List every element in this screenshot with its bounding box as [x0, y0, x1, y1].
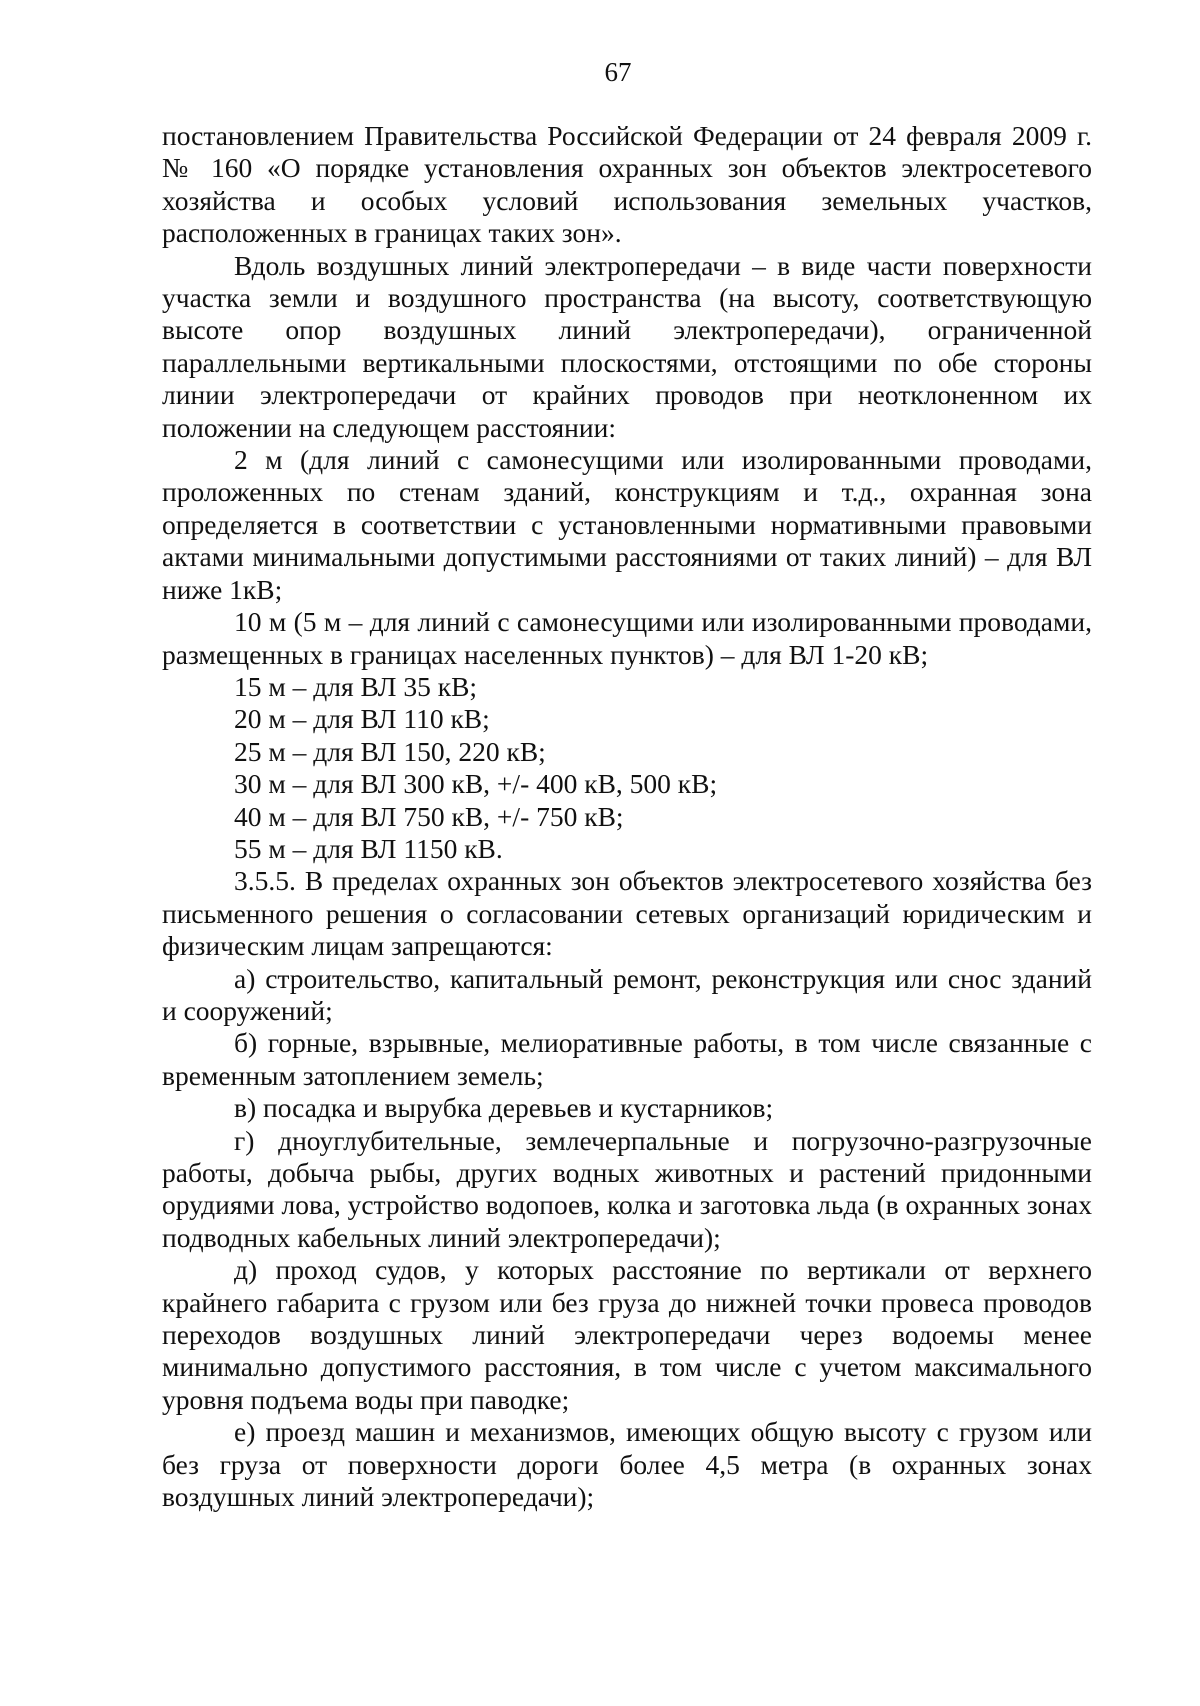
item-b: б) горные, взрывные, мелиоративные работы, в том числе связанные с временным затоплением земель;	[162, 1027, 1092, 1091]
paragraph-1: постановлением Правительства Российской Федерации от 24 февраля 2009 г. № 160 «О порядке установления охранных зон объектов электросетевого хозяйства и особых условий использования земельных участков, расположенных в границах таких зон».	[162, 120, 1092, 249]
item-a: а) строительство, капитальный ремонт, реконструкция или снос зданий и сооружений;	[162, 962, 1092, 1026]
paragraph-2: Вдоль воздушных линий электропередачи – в виде части поверхности участка земли и воздушного пространства (на высоту, соответствующую высоте опор воздушных линий электропередачи), ограниченной параллельными вертикальными плоскостями, отстоящими по обе стороны линии электропередачи от крайних проводов при неотклоненном их положении на следующем расстоянии:	[162, 249, 1092, 443]
list-item-25m: 25 м – для ВЛ 150, 220 кВ;	[234, 735, 546, 767]
item-d: д) проход судов, у которых расстояние по вертикали от верхнего крайнего габарита с грузом или без груза до нижней точки провеса проводов переходов воздушных линий электропередачи через водоемы менее минимально допустимого расстояния, в том числе с учетом максимального уровня подъема воды при паводке;	[162, 1254, 1092, 1415]
item-v: в) посадка и вырубка деревьев и кустарников;	[234, 1092, 774, 1124]
list-item-30m: 30 м – для ВЛ 300 кВ, +/- 400 кВ, 500 кВ;	[234, 768, 718, 800]
section-3-5-5: 3.5.5. В пределах охранных зон объектов электросетевого хозяйства без письменного решения о согласовании сетевых организаций юридическим и физическим лицам запрещаются:	[162, 865, 1092, 962]
paragraph-4: 10 м (5 м – для линий с самонесущими или изолированными проводами, размещенных в границах населенных пунктов) – для ВЛ 1-20 кВ;	[162, 606, 1092, 670]
list-item-15m: 15 м – для ВЛ 35 кВ;	[234, 670, 478, 702]
paragraph-3: 2 м (для линий с самонесущими или изолированными проводами, проложенных по стенам зданий, конструкциям и т.д., охранная зона определяется в соответствии с установленными нормативными правовыми актами минимальными допустимыми расстояниями от таких линий) – для ВЛ ниже 1кВ;	[162, 444, 1092, 605]
list-item-55m: 55 м – для ВЛ 1150 кВ.	[234, 832, 503, 864]
document-body	[162, 120, 1092, 1513]
page-number: 67	[604, 57, 632, 87]
item-e: е) проезд машин и механизмов, имеющих общую высоту с грузом или без груза от поверхности дороги более 4,5 метра (в охранных зонах воздушных линий электропередачи);	[162, 1416, 1092, 1513]
list-item-20m: 20 м – для ВЛ 110 кВ;	[234, 703, 490, 735]
item-g: г) дноуглубительные, землечерпальные и погрузочно-разгрузочные работы, добыча рыбы, других водных животных и растений придонными орудиями лова, устройство водопоев, колка и заготовка льда (в охранных зонах подводных кабельных линий электропередачи);	[162, 1124, 1092, 1253]
list-item-40m: 40 м – для ВЛ 750 кВ, +/- 750 кВ;	[234, 800, 624, 832]
